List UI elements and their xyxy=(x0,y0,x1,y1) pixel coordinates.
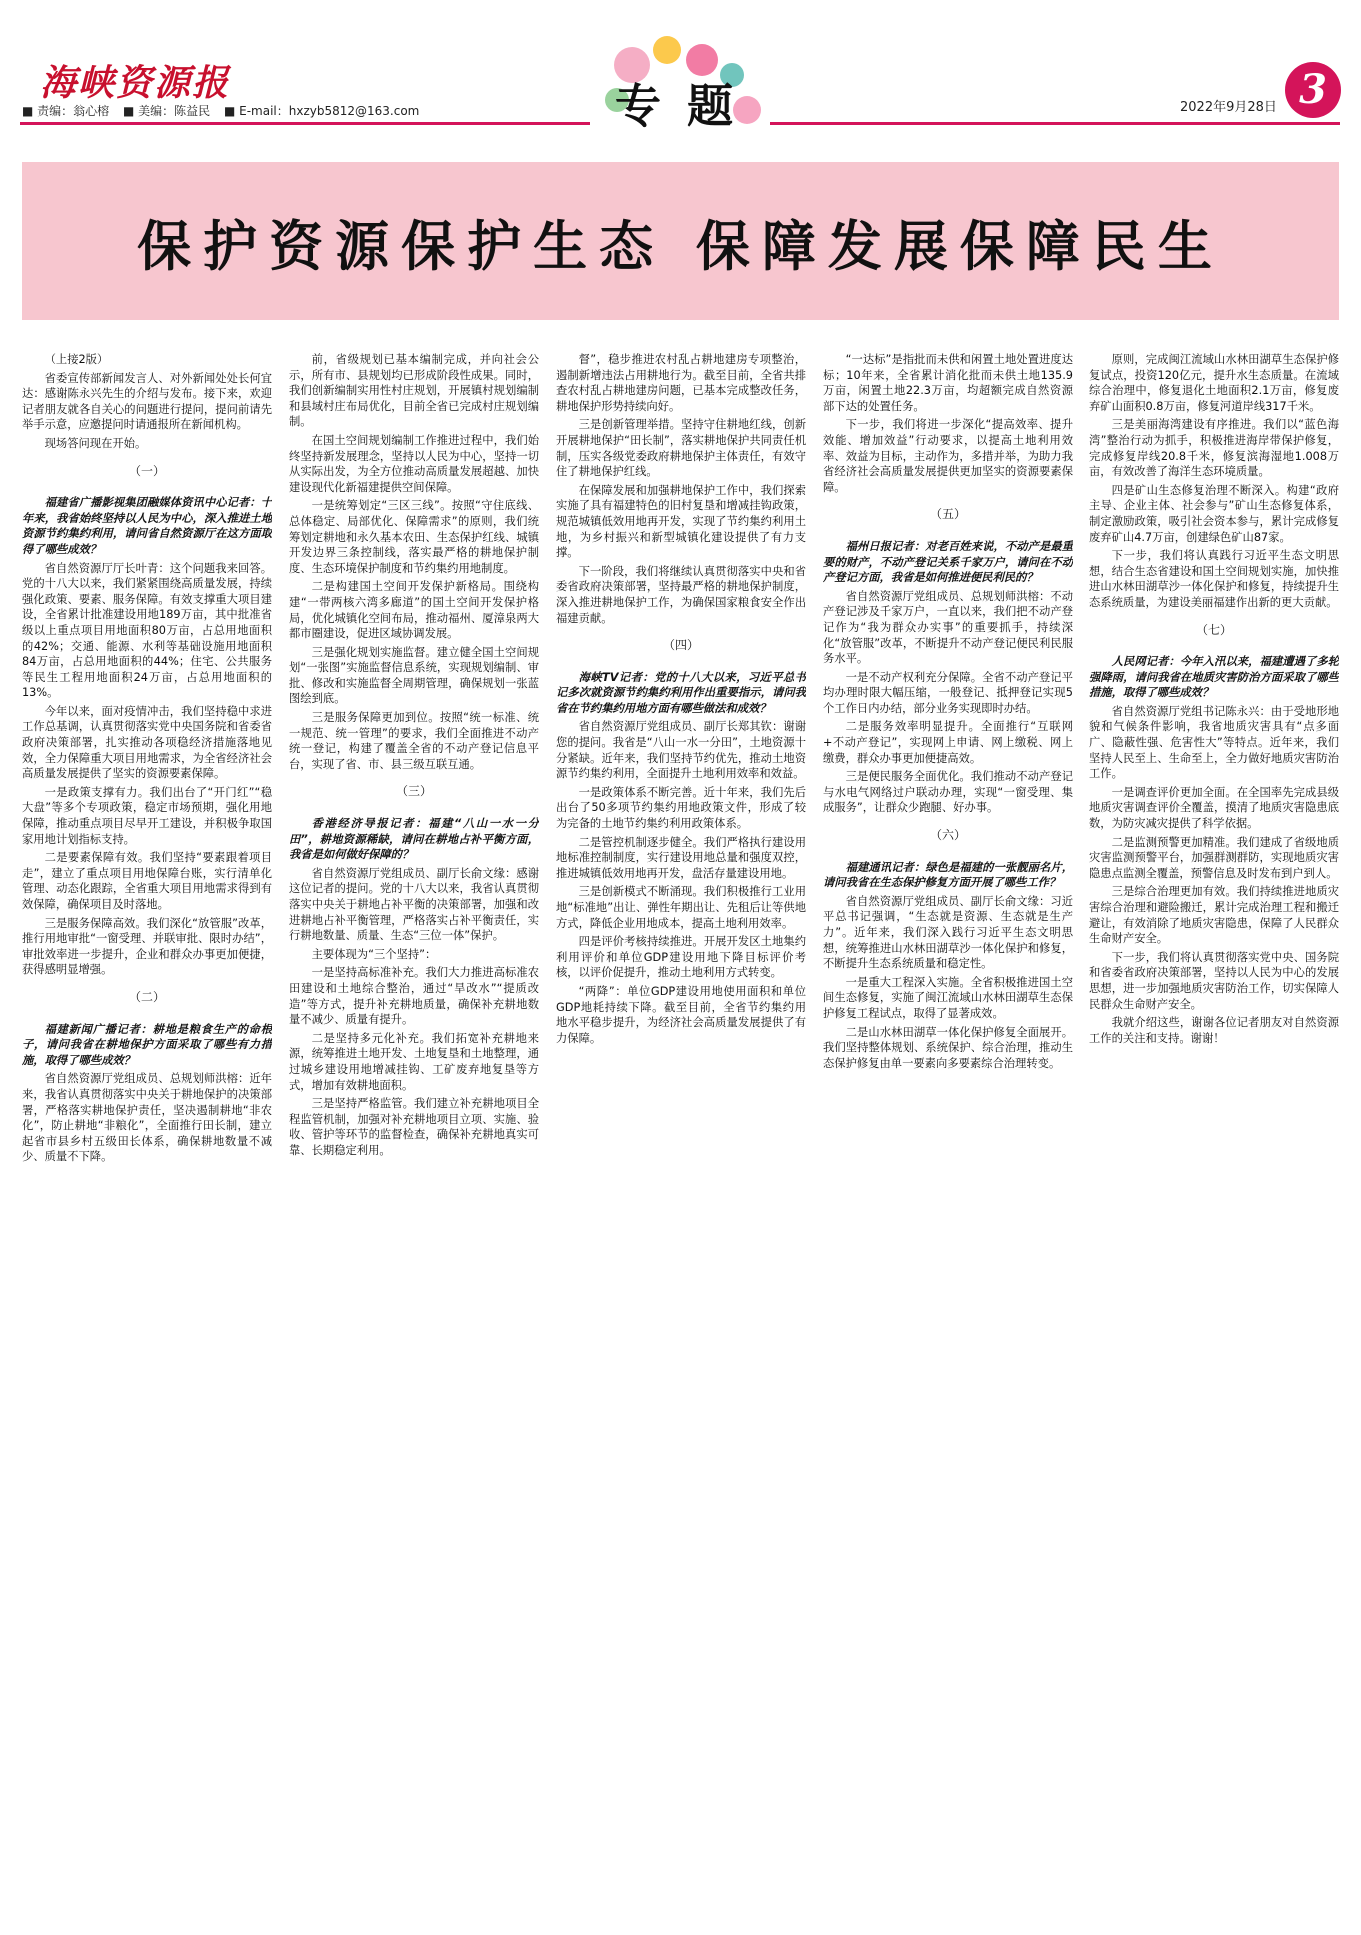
article-paragraph: 一是政策体系不断完善。近十年来，我们先后出台了50多项节约集约用地政策文件，形成了较为完备的土地节约集约利用政策体系。 xyxy=(556,785,806,831)
article-paragraph: 省自然资源厅厅长叶青：这个问题我来回答。党的十八大以来，我们紧紧围绕高质量发展，持续强化政策、要素、服务保障。有效支撑重大项目建设，全省累计批准建设用地189万亩，其中批准省级以上重点项目用地面积80万亩，占总用地面积的42%；交通、能源、水利等基础设施用地面积84万亩，占总用地面积的44%；住宅、公共服务等民生工程用地面积24万亩，占总用地面积的13%。 xyxy=(22,561,272,700)
reporter-question: 福建通讯记者：绿色是福建的一张靓丽名片，请问我省在生态保护修复方面开展了哪些工作？ xyxy=(823,860,1073,890)
article-paragraph: 一是重大工程深入实施。全省积极推进国土空间生态修复，实施了闽江流域山水林田湖草生态保护修复工程试点，取得了显著成效。 xyxy=(823,975,1073,1020)
article-paragraph: 现场答问现在开始。 xyxy=(44,436,147,450)
section-number: （六） xyxy=(929,828,966,843)
article-paragraph: 在国土空间规划编制工作推进过程中，我们始终坚持新发展理念，坚持以人民为中心，坚持一切从实际出发，为全方位推动高质量发展超越、加快建设现代化新福建提供空间保障。 xyxy=(289,433,539,494)
article-paragraph: 今年以来，面对疫情冲击，我们坚持稳中求进工作总基调，认真贯彻落实党中央国务院和省委省政府决策部署，扎实推动各项稳经济措施落地见效，全力保障重大项目用地需求，为全省经济社会高质量发展提供了坚实的资源要素保障。 xyxy=(22,704,272,781)
section-number: （四） xyxy=(662,638,699,653)
article-paragraph: “两降”：单位GDP建设用地使用面积和单位GDP地耗持续下降。截至目前，全省节约集约用地水平稳步提升，为经济社会高质量发展提供了有力保障。 xyxy=(556,984,806,1045)
headline-banner xyxy=(22,162,1339,320)
credit-editor: ■ 责编：翁心榕 xyxy=(22,104,110,118)
article-paragraph: 主要体现为“三个坚持”： xyxy=(311,947,437,961)
article-paragraph: 四是评价考核持续推进。开展开发区土地集约利用评价和单位GDP建设用地下降目标评价考核，以评价促提升，推动土地利用方式转变。 xyxy=(556,935,806,980)
column-1 xyxy=(22,352,272,1922)
header-rule-right xyxy=(770,122,1340,125)
article-paragraph: 下一步，我们将认真贯彻落实党中央、国务院和省委省政府决策部署，坚持以人民为中心的发展思想，进一步加强地质灾害防治工作，切实保障人民群众生命财产安全。 xyxy=(1089,950,1339,1011)
article-paragraph: 下一步，我们将认真践行习近平生态文明思想，结合生态省建设和国土空间规划实施，加快推进山水林田湖草沙一体化保护和修复，持续提升生态系统质量，为建设美丽福建作出新的更大贡献。 xyxy=(1089,549,1339,609)
article-paragraph: 一是统筹划定“三区三线”。按照“守住底线、总体稳定、局部优化、保障需求”的原则，我们统筹划定耕地和永久基本农田、生态保护红线、城镇开发边界三条控制线，落实最严格的耕地保护制度、生态环境保护制度和节约集约用地制度。 xyxy=(289,499,539,575)
article-paragraph: 下一阶段，我们将继续认真贯彻落实中央和省委省政府决策部署，坚持最严格的耕地保护制度，深入推进耕地保护工作，为确保国家粮食安全作出福建贡献。 xyxy=(556,564,806,625)
headline: 保护资源保护生态 保障发展保障民生 xyxy=(137,214,1224,278)
article-paragraph: 省自然资源厅党组成员、副厅长俞文缘：感谢这位记者的提问。党的十八大以来，我省认真贯彻落实中央关于耕地占补平衡的决策部署，加强和改进耕地占补平衡管理，严格落实占补平衡责任，实行耕地数量、质量、生态“三位一体”保护。 xyxy=(289,866,539,943)
article-paragraph: 省自然资源厅党组书记陈永兴：由于受地形地貌和气候条件影响，我省地质灾害具有“点多面广、隐蔽性强、危害性大”等特点。近年来，我们坚持人民至上、生命至上，全力做好地质灾害防治工作。 xyxy=(1089,704,1339,781)
masthead xyxy=(0,0,1361,160)
article-paragraph: 四是矿山生态修复治理不断深入。构建“政府主导、企业主体、社会参与”矿山生态修复体系，制定激励政策，吸引社会资本参与，累计完成修复废弃矿山4.7万亩，创建绿色矿山87家。 xyxy=(1089,483,1339,544)
article-paragraph: 三是服务保障高效。我们深化“放管服”改革，推行用地审批“一窗受理、并联审批、限时办结”，审批效率进一步提升，企业和群众办事更加便捷，获得感明显增强。 xyxy=(22,916,272,977)
reporter-question: 福建省广播影视集团融媒体资讯中心记者：十年来，我省始终坚持以人民为中心，深入推进土地资源节约集约利用，请问省自然资源厅在这方面取得了哪些成效？ xyxy=(22,496,272,556)
newspaper-logo: 海峡资源报 xyxy=(40,62,231,104)
article-paragraph: 一是政策支撑有力。我们出台了“开门红”“稳大盘”等多个专项政策，稳定市场预期，强化用地保障，推动重点项目尽早开工建设，并积极争取国家用地计划指标支持。 xyxy=(22,785,272,846)
editor-credits xyxy=(22,102,429,119)
article-paragraph: 一是坚持高标准补充。我们大力推进高标准农田建设和土地综合整治，通过“旱改水”“提质改造”等方式，提升补充耕地质量，确保补充耕地数量不减少、质量有提升。 xyxy=(289,966,539,1027)
column-3 xyxy=(556,352,806,1922)
article-paragraph: 三是综合治理更加有效。我们持续推进地质灾害综合治理和避险搬迁，累计完成治理工程和搬迁避让，有效消除了地质灾害隐患，保障了人民群众生命财产安全。 xyxy=(1089,885,1339,946)
credit-designer: ■ 美编：陈益民 xyxy=(122,104,211,118)
section-number: （二） xyxy=(128,989,165,1004)
article-paragraph: 三是创新模式不断涌现。我们积极推行工业用地“标准地”出让、弹性年期出让、先租后让等供地方式，降低企业用地成本，提高土地利用效率。 xyxy=(556,885,806,930)
article-paragraph: 三是创新管理举措。坚持守住耕地红线，创新开展耕地保护“田长制”，落实耕地保护共同责任机制，压实各级党委政府耕地保护主体责任，有效守住了耕地保护红线。 xyxy=(556,418,806,479)
article-body xyxy=(22,352,1339,1922)
section-number: （三） xyxy=(395,784,432,799)
article-paragraph: 我就介绍这些，谢谢各位记者朋友对自然资源工作的关注和支持。谢谢！ xyxy=(1089,1016,1339,1045)
reporter-question: 福州日报记者：对老百姓来说，不动产是最重要的财产，不动产登记关系千家万户，请问在不动产登记方面，我省是如何推进便民利民的？ xyxy=(823,539,1073,585)
article-paragraph: 在保障发展和加强耕地保护工作中，我们探索实施了具有福建特色的旧村复垦和增减挂钩政策，规范城镇低效用地再开发，实现了节约集约利用土地，为乡村振兴和新型城镇化建设提供了有力支撑。 xyxy=(556,483,806,560)
article-paragraph: 省自然资源厅党组成员、总规划师洪榕：近年来，我省认真贯彻落实中央关于耕地保护的决策部署，严格落实耕地保护责任，坚决遏制耕地“非农化”，防止耕地“非粮化”，全面推行田长制，建立起省市县乡村五级田长体系，确保耕地数量不减少、质量不下降。 xyxy=(22,1072,272,1164)
article-paragraph: 三是便民服务全面优化。我们推动不动产登记与水电气网络过户联动办理，实现“一窗受理、集成服务”，让群众少跑腿、好办事。 xyxy=(823,770,1073,815)
article-paragraph: 二是构建国土空间开发保护新格局。围绕构建“一带两核六湾多廊道”的国土空间开发保护格局，优化城镇化空间布局，推动福州、厦漳泉两大都市圈建设，促进区域协调发展。 xyxy=(289,580,539,641)
article-paragraph: 二是服务效率明显提升。全面推行“互联网+不动产登记”，实现网上申请、网上缴税、网上缴费，群众办事更加便捷高效。 xyxy=(823,720,1073,765)
article-paragraph: 下一步，我们将进一步深化“提高效率、提升效能、增加效益”行动要求，以提高土地利用效率、效益为目标，主动作为，多措并举，为助力我省经济社会高质量发展提供更加坚实的资源要素保障。 xyxy=(823,418,1073,494)
section-number: （七） xyxy=(1195,622,1232,637)
article-paragraph: 省自然资源厅党组成员、副厅长郑其钦：谢谢您的提问。我省是“八山一水一分田”，土地资源十分紧缺。近年来，我们坚持节约优先，推动土地资源节约集约利用，全面提升土地利用效率和效益。 xyxy=(556,720,806,781)
article-paragraph: 三是强化规划实施监督。建立健全国土空间规划“一张图”实施监督信息系统，实现规划编制、审批、修改和实施监督全周期管理，确保规划一张蓝图绘到底。 xyxy=(289,645,539,706)
article-paragraph: 三是坚持严格监管。我们建立补充耕地项目全程监管机制，加强对补充耕地项目立项、实施、验收、管护等环节的监督检查，确保补充耕地真实可靠、长期稳定利用。 xyxy=(289,1097,539,1157)
column-2 xyxy=(289,352,539,1922)
header-rule-left xyxy=(20,122,590,125)
article-paragraph: 二是坚持多元化补充。我们拓宽补充耕地来源，统筹推进土地开发、土地复垦和土地整理，通过城乡建设用地增减挂钩、工矿废弃地复垦等方式，增加有效耕地面积。 xyxy=(289,1031,539,1092)
section-number: （一） xyxy=(128,463,165,478)
article-paragraph: （上接2版） xyxy=(44,353,109,366)
article-paragraph: 二是要素保障有效。我们坚持“要素跟着项目走”，建立了重点项目用地保障台账，实行清单化管理、动态化跟踪，全省重大项目用地需求得到有效保障，确保项目及时落地。 xyxy=(22,851,272,911)
article-paragraph: 一是调查评价更加全面。在全国率先完成县级地质灾害调查评价全覆盖，摸清了地质灾害隐患底数，为防灾减灾提供了科学依据。 xyxy=(1089,785,1339,831)
column-5 xyxy=(1089,352,1339,1922)
article-paragraph: 省委宣传部新闻发言人、对外新闻处处长何宜达：感谢陈永兴先生的介绍与发布。接下来，欢迎记者朋友就各自关心的问题进行提问，提问前请先举手示意，应邀提问时请通报所在新闻机构。 xyxy=(22,371,272,432)
section-number: （五） xyxy=(929,507,966,522)
article-paragraph: 二是管控机制逐步健全。我们严格执行建设用地标准控制制度，实行建设用地总量和强度双控，推进城镇低效用地再开发，盘活存量建设用地。 xyxy=(556,835,806,880)
article-paragraph: 省自然资源厅党组成员、副厅长俞文缘：习近平总书记强调，“生态就是资源、生态就是生产力”。近年来，我们深入践行习近平生态文明思想，统筹推进山水林田湖草沙一体化保护和修复，不断提升生态系统质量和稳定性。 xyxy=(823,894,1073,971)
article-paragraph: 三是服务保障更加到位。按照“统一标准、统一规范、统一管理”的要求，我们全面推进不动产统一登记，构建了覆盖全省的不动产登记信息平台，实现了省、市、县三级互联互通。 xyxy=(289,711,539,771)
column-4 xyxy=(823,352,1073,1922)
section-title: 专题 xyxy=(615,79,759,133)
article-paragraph: 前，省级规划已基本编制完成，并向社会公示，所有市、县规划均已形成阶段性成果。同时，我们创新编制实用性村庄规划，开展镇村规划编制和县域村庄布局优化，目前全省已完成村庄规划编制。 xyxy=(289,353,539,429)
reporter-question: 海峡TV记者：党的十八大以来，习近平总书记多次就资源节约集约利用作出重要指示，请问我省在节约集约用地方面有哪些做法和成效？ xyxy=(556,670,806,715)
reporter-question: 人民网记者：今年入汛以来，福建遭遇了多轮强降雨，请问我省在地质灾害防治方面采取了哪些措施，取得了哪些成效？ xyxy=(1089,655,1339,700)
reporter-question: 福建新闻广播记者：耕地是粮食生产的命根子，请问我省在耕地保护方面采取了哪些有力措施，取得了哪些成效？ xyxy=(22,1022,272,1067)
article-paragraph: “一达标”是指批而未供和闲置土地处置进度达标；10年来，全省累计消化批而未供土地135.9万亩，闲置土地22.3万亩，均超额完成自然资源部下达的处置任务。 xyxy=(823,353,1073,413)
issue-date: 2022年9月28日 xyxy=(1180,100,1277,115)
article-paragraph: 督”，稳步推进农村乱占耕地建房专项整治，遏制新增违法占用耕地行为。截至目前，全省共排查农村乱占耕地建房问题，已基本完成整改任务，耕地保护形势持续向好。 xyxy=(556,353,806,413)
article-paragraph: 一是不动产权利充分保障。全省不动产登记平均办理时限大幅压缩，一般登记、抵押登记实现5个工作日内办结，部分业务实现即时办结。 xyxy=(823,670,1073,715)
article-paragraph: 原则，完成闽江流域山水林田湖草生态保护修复试点，投资120亿元，提升水生态质量。在流域综合治理中，修复退化土地面积2.1万亩，修复废弃矿山面积0.8万亩，修复河道岸线317千米。 xyxy=(1089,353,1339,413)
credit-email: ■ E-mail：hxzyb5812@163.com xyxy=(223,104,420,118)
article-paragraph: 二是监测预警更加精准。我们建成了省级地质灾害监测预警平台，加强群测群防，实现地质灾害隐患点监测全覆盖，预警信息及时发布到户到人。 xyxy=(1089,835,1339,880)
page-number: 3 xyxy=(1285,62,1341,118)
article-paragraph: 三是美丽海湾建设有序推进。我们以“蓝色海湾”整治行动为抓手，积极推进海岸带保护修复，完成修复岸线20.8千米，修复滨海湿地1.008万亩，有效改善了海洋生态环境质量。 xyxy=(1089,418,1339,479)
article-paragraph: 二是山水林田湖草一体化保护修复全面展开。我们坚持整体规划、系统保护、综合治理，推动生态保护修复由单一要素向多要素综合治理转变。 xyxy=(823,1025,1073,1070)
reporter-question: 香港经济导报记者：福建“八山一水一分田”，耕地资源稀缺，请问在耕地占补平衡方面，我省是如何做好保障的？ xyxy=(289,817,539,862)
article-paragraph: 省自然资源厅党组成员、总规划师洪榕：不动产登记涉及千家万户，一直以来，我们把不动产登记作为“我为群众办实事”的重要抓手，持续深化“放管服”改革，不断提升不动产登记便民利民服务水平。 xyxy=(823,589,1073,666)
